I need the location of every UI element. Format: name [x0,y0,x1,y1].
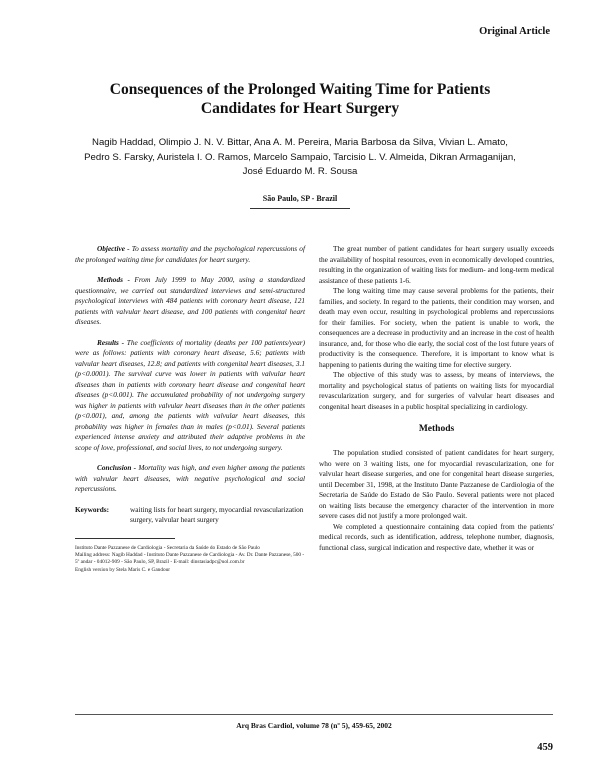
results-text: The coefficients of mortality (deaths per 100 patients/year) were as follows: patients with coronary heart disease, 5.6; patients with valvular heart diseases, 12.8; and patients with congenital heart diseases, 3.1 (p<0.0001). The survival curve was lower in patients with valvular heart diseases than in patients with coronary heart disease and congenital heart diseases (p<0.001). The accumulated probability of not undergoing surgery was higher in patients with valvular heart diseases than in the other patients (p<0.001), and, among the patients with valvular heart diseases, this probability was higher in females than in males (p<0.01). Several patients experienced intense anxiety and attributed their adaptive problems in the scope of love, professional, and social lives, to not undergoing surgery. [75,337,305,452]
methods-paragraph: The population studied consisted of patient candidates for heart surgery, who were on 3 waiting lists, one for myocardial revascularization, one for valvular heart disease surgeries, and one for congenital heart disease surgeries, until December 31, 1998, at the Instituto Dante Pazzanese de Cardiologia of the Secretaria de Saúde do Estado de São Paulo. Several patients were not placed on waiting lists because the emergency character of the intervention in more severe cases did not justify a more prolonged wait. [319,448,554,520]
keywords [75,505,305,526]
author-line: Pedro S. Farsky, Auristela I. O. Ramos, Marcelo Sampaio, Tarcisio L. V. Almeida, Dikran Armaganijan, [84,151,516,163]
objective-text: To assess mortality and the psychological repercussions of the prolonged waiting time for candidates for heart surgery. [75,244,305,264]
keywords-label: Keywords: [75,504,110,514]
intro-paragraph: The long waiting time may cause several problems for the patients, their families, and society. In regard to the patients, their condition may worsen, and death may even occur, resulting in psychological problems and repercussions for their families. For society, when the patient is unable to work, the consequences are a decrease in productivity and an increase in the cost of health insurance, and, for those who die early, the social cost of the lost future years of productivity is the consequence. Therefore, it is important to know what is happening to patients during the waiting time for elective surgery. [319,286,554,369]
article-type-label: Original Article [479,26,550,37]
footnote-institution: Instituto Dante Pazzanese de Cardiologia - Secretaria da Saúde do Estado de São Paulo [75,544,260,551]
author-line: Nagib Haddad, Olimpio J. N. V. Bittar, Ana A. M. Pereira, Maria Barbosa da Silva, Vivian L. Amato, [92,137,508,148]
journal-citation: Arq Bras Cardiol, volume 78 (nº 5), 459-65, 2002 [236,721,392,730]
abstract-conclusion [75,463,305,495]
keywords-text: waiting lists for heart surgery, myocardial revascularization surgery, valvular heart surgery [130,504,304,524]
page-number: 459 [537,742,553,753]
methods-paragraph: We completed a questionnaire containing data copied from the patients' medical records, such as identification, address, telephone number, diagnosis, functional class, surgical indication and respective date, whether it was or [319,521,554,552]
footnote-divider [75,538,175,539]
body-column [319,244,554,553]
methods-heading: Methods [418,424,455,434]
affiliation-location: São Paulo, SP - Brazil [262,194,338,203]
location-divider [250,208,350,209]
footnote-translation: English version by Stela Maris C. e Gandour [75,566,171,573]
conclusion-label: Conclusion - [97,463,137,472]
methods-text: From July 1999 to May 2000, using a standardized questionnaire, we carried out standardized interviews and semi-structured psychological interviews with 484 patients with coronary heart disease, 121 patients with valvular heart disease, and 100 patients with congenital heart diseases. [75,275,306,326]
objective-label: Objective - [97,244,130,253]
footer-divider [75,714,553,715]
abstract-methods [75,275,305,328]
methods-label: Methods - [97,275,130,284]
abstract-column [75,244,305,574]
intro-paragraph: The great number of patient candidates for heart surgery usually exceeds the availability of hospital resources, even in economically developed countries, resulting in the organization of waiting lists for medium- and long-term medical assistance of these patients 1-6. [319,244,554,285]
abstract-results [75,338,305,454]
title-line: Candidates for Heart Surgery [200,100,400,117]
article-title [60,80,540,118]
results-label: Results - [97,337,125,347]
footnote-mailing-address: Mailing address: Nagib Haddad - Instituto Dante Pazzanese de Cardiologia - Av. Dr. Dante Pazzanese, 500 - 5º andar - 04012-909 - São Paulo, SP, Brazil - E-mail: dinstasiadpc@uol.com.br [75,551,305,566]
author-line: José Eduardo M. R. Sousa [242,166,358,177]
abstract-objective [75,244,305,265]
title-line: Consequences of the Prolonged Waiting Time for Patients [109,81,491,98]
author-list [40,136,560,180]
conclusion-text: Mortality was high, and even higher among the patients with valvular heart diseases, with negative psychological and social repercussions. [75,463,305,493]
intro-paragraph: The objective of this study was to assess, by means of interviews, the mortality and psychological status of patients on waiting lists for myocardial revascularization surgery, and for surgeries of valvular heart diseases and congenital heart diseases in a public hospital specializing in cardiology. [319,370,554,411]
